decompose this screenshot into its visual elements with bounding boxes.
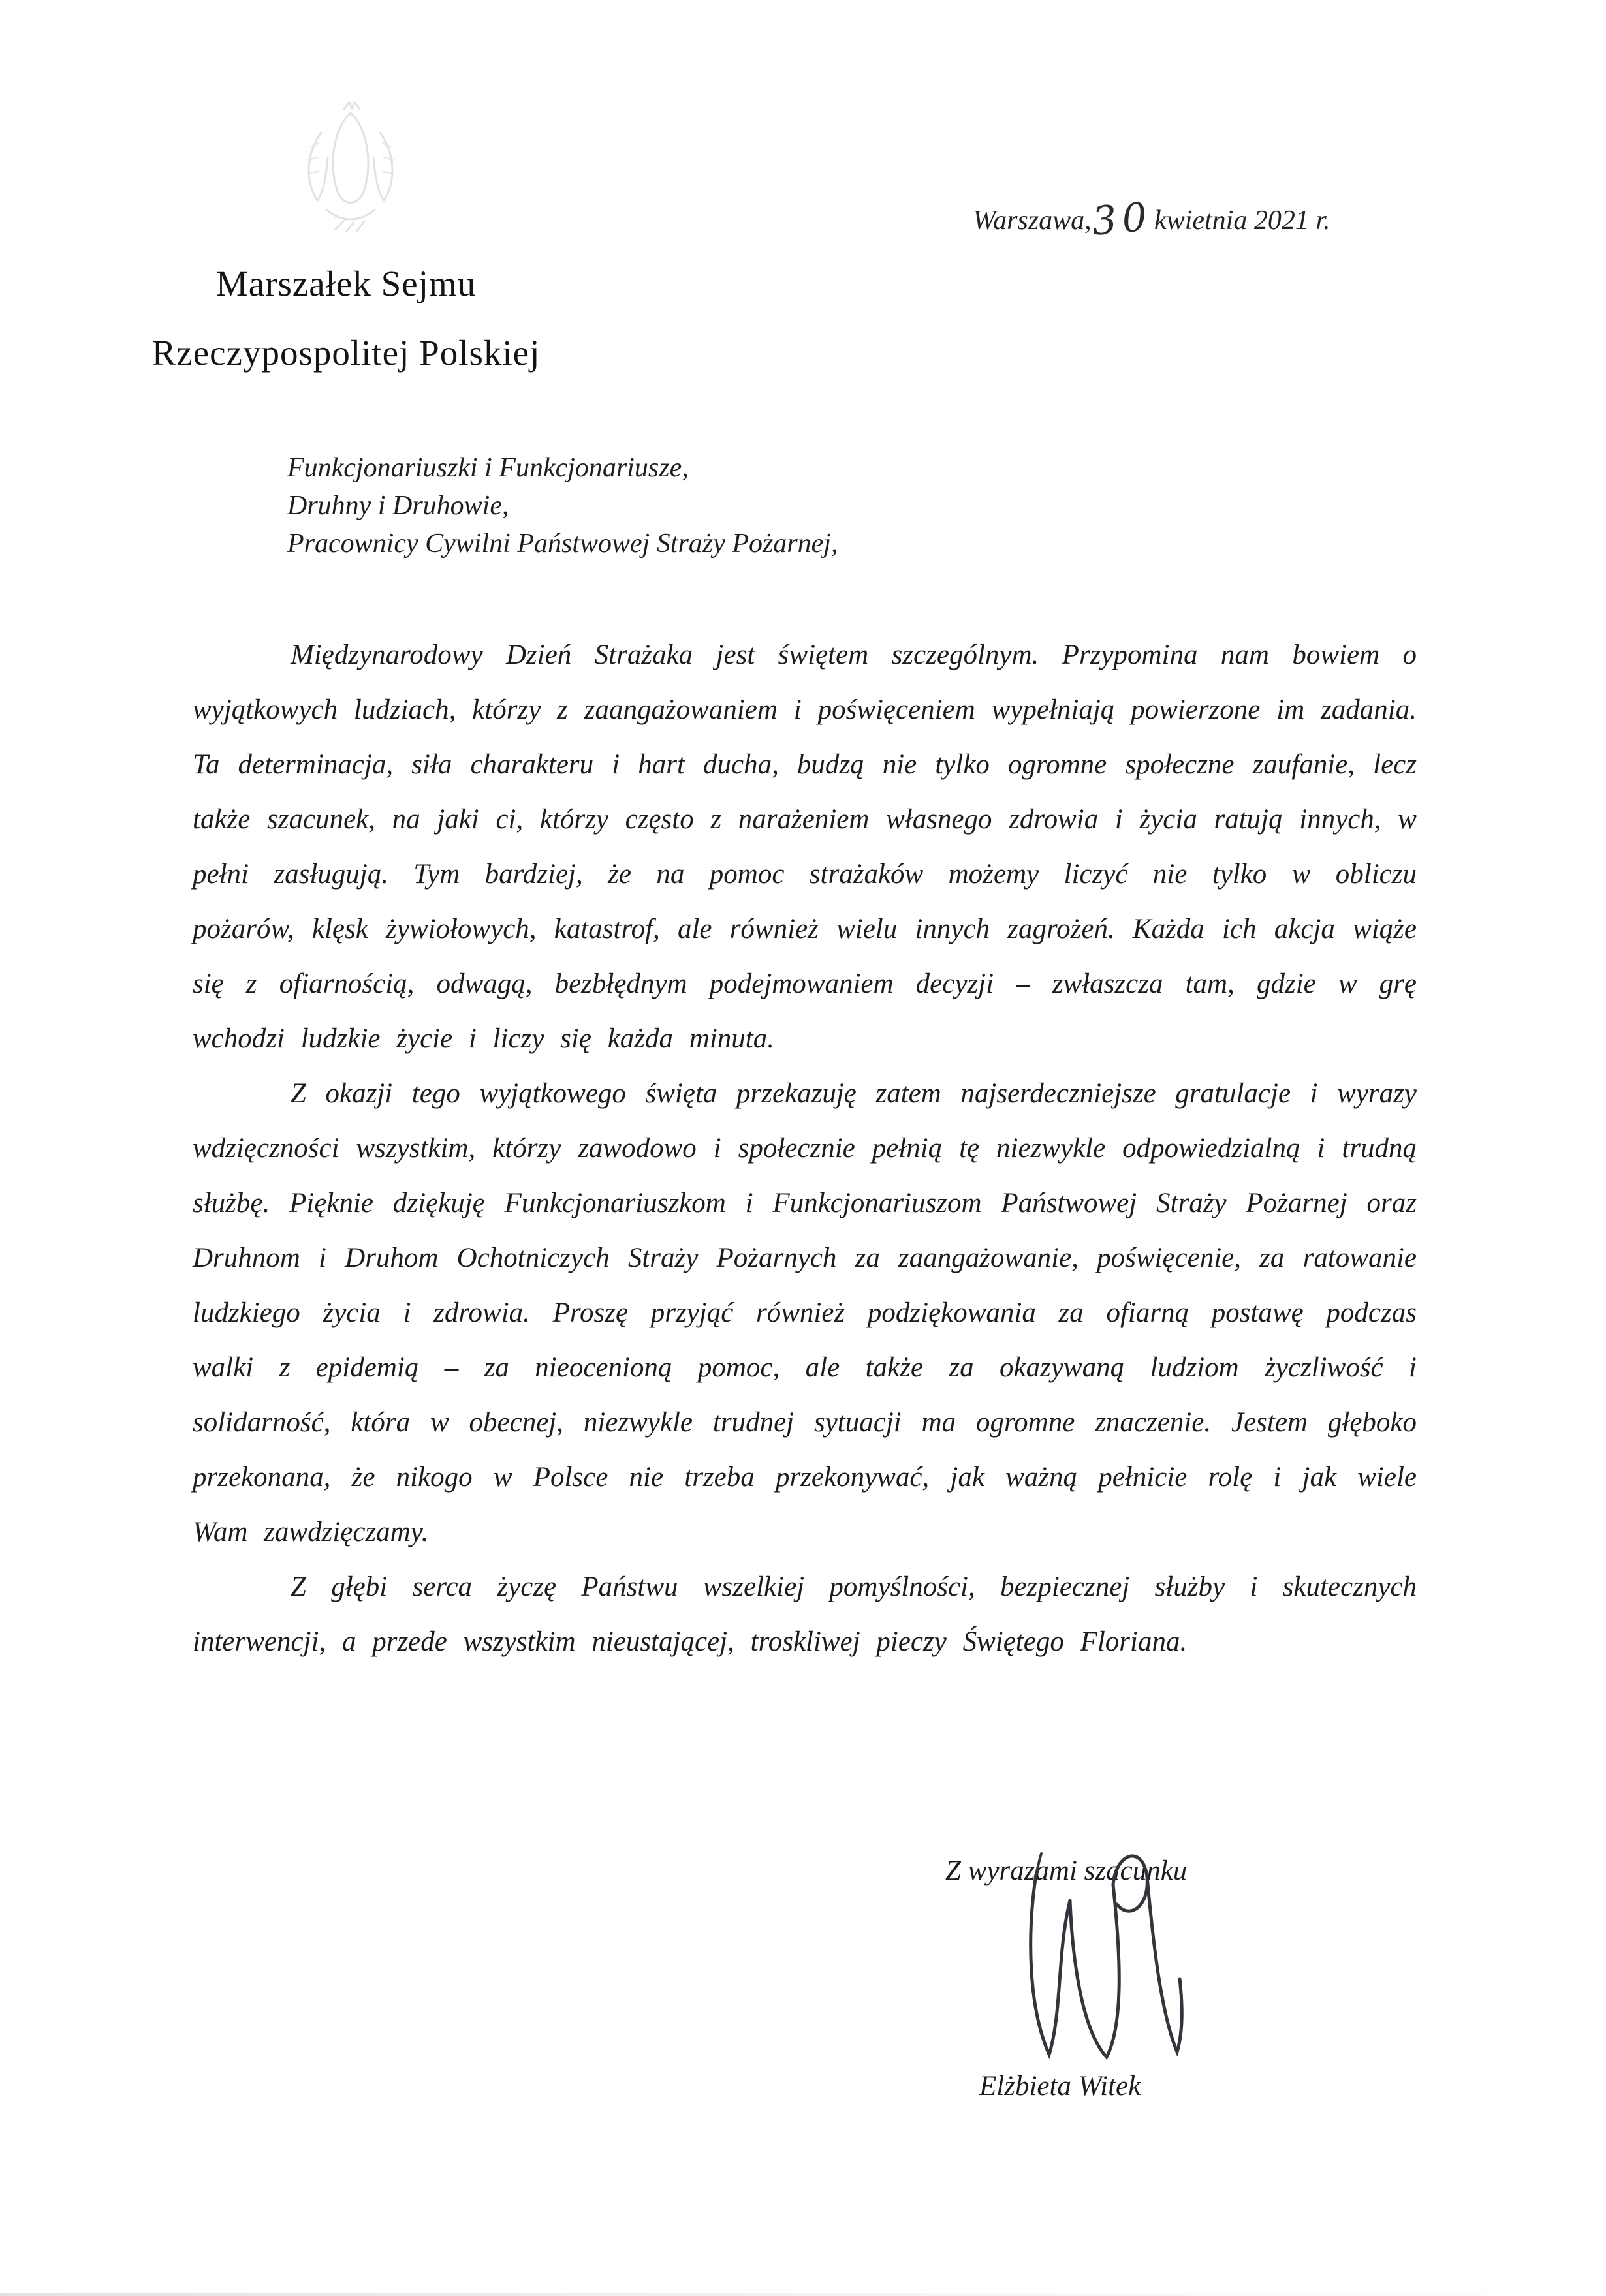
handwritten-signature [1009, 1814, 1218, 2082]
signer-name: Elżbieta Witek [979, 2071, 1141, 2102]
polish-eagle-emblem-icon [281, 95, 421, 241]
letter-body [193, 628, 1417, 1669]
date-city: Warszawa, [973, 206, 1092, 236]
letterhead-title-line2: Rzeczypospolitej Polskiej [151, 333, 541, 373]
date-rest: kwietnia 2021 r. [1154, 206, 1330, 236]
date-handwritten-day: 30 [1090, 194, 1154, 245]
salutation-block [287, 449, 838, 563]
body-paragraph-3: Z głębi serca życzę Państwu wszelkiej pomyślności, bezpiecznej służby i skutecznych interwencji, a przede wszystkim nieustającej, troskliwej pieczy Świętego Floriana. [193, 1572, 1417, 1657]
scan-edge-artifact [0, 2293, 1606, 2296]
letterhead [82, 249, 610, 388]
letterhead-title-line1: Marszałek Sejmu [215, 264, 477, 303]
salutation-line-2: Druhny i Druhowie, [287, 491, 509, 521]
closing-phrase: Z wyrazami szacunku [945, 1855, 1188, 1886]
salutation-line-1: Funkcjonariuszki i Funkcjonariusze, [287, 453, 689, 483]
body-paragraph-2: Z okazji tego wyjątkowego święta przekazuję zatem najserdeczniejsze gratulacje i wyrazy wdzięczności wszystkim, którzy zawodowo i społecznie pełnią tę niezwykle odpowiedzialną i trudną służbę. Pięknie dziękuję Funkcjonariuszkom i Funkcjonariuszom Państwowej Straży Pożarnej oraz Druhnom i Druhom Ochotniczych Straży Pożarnych za zaangażowanie, poświęcenie, za ratowanie ludzkiego życia i zdrowia. Proszę przyjąć również podziękowania za ofiarną postawę podczas walki z epidemią – za nieocenioną pomoc, ale także za okazywaną ludziom życzliwość i solidarność, która w obecnej, niezwykle trudnej sytuacji ma ogromne znaczenie. Jestem głęboko przekonana, że nikogo w Polsce nie trzeba przekonywać, jak ważną pełnicie rolę i jak wiele Wam zawdzięczamy. [193, 1078, 1417, 1547]
salutation-line-3: Pracownicy Cywilni Państwowej Straży Pożarnej, [287, 529, 838, 559]
date-line [973, 193, 1330, 245]
body-paragraph-1: Międzynarodowy Dzień Strażaka jest świętem szczególnym. Przypomina nam bowiem o wyjątkowych ludziach, którzy z zaangażowaniem i poświęceniem wypełniają powierzone im zadania. Ta determinacja, siła charakteru i hart ducha, budzą nie tylko ogromne społeczne zaufanie, lecz także szacunek, na jaki ci, którzy często z narażeniem własnego zdrowia i życia ratują innych, w pełni zasługują. Tym bardziej, że na pomoc strażaków możemy liczyć nie tylko w obliczu pożarów, klęsk żywiołowych, katastrof, ale również wielu innych zagrożeń. Każda ich akcja wiąże się z ofiarnością, odwagą, bezbłędnym podejmowaniem decyzji – zwłaszcza tam, gdzie w grę wchodzi ludzkie życie i liczy się każda minuta. [193, 640, 1417, 1054]
